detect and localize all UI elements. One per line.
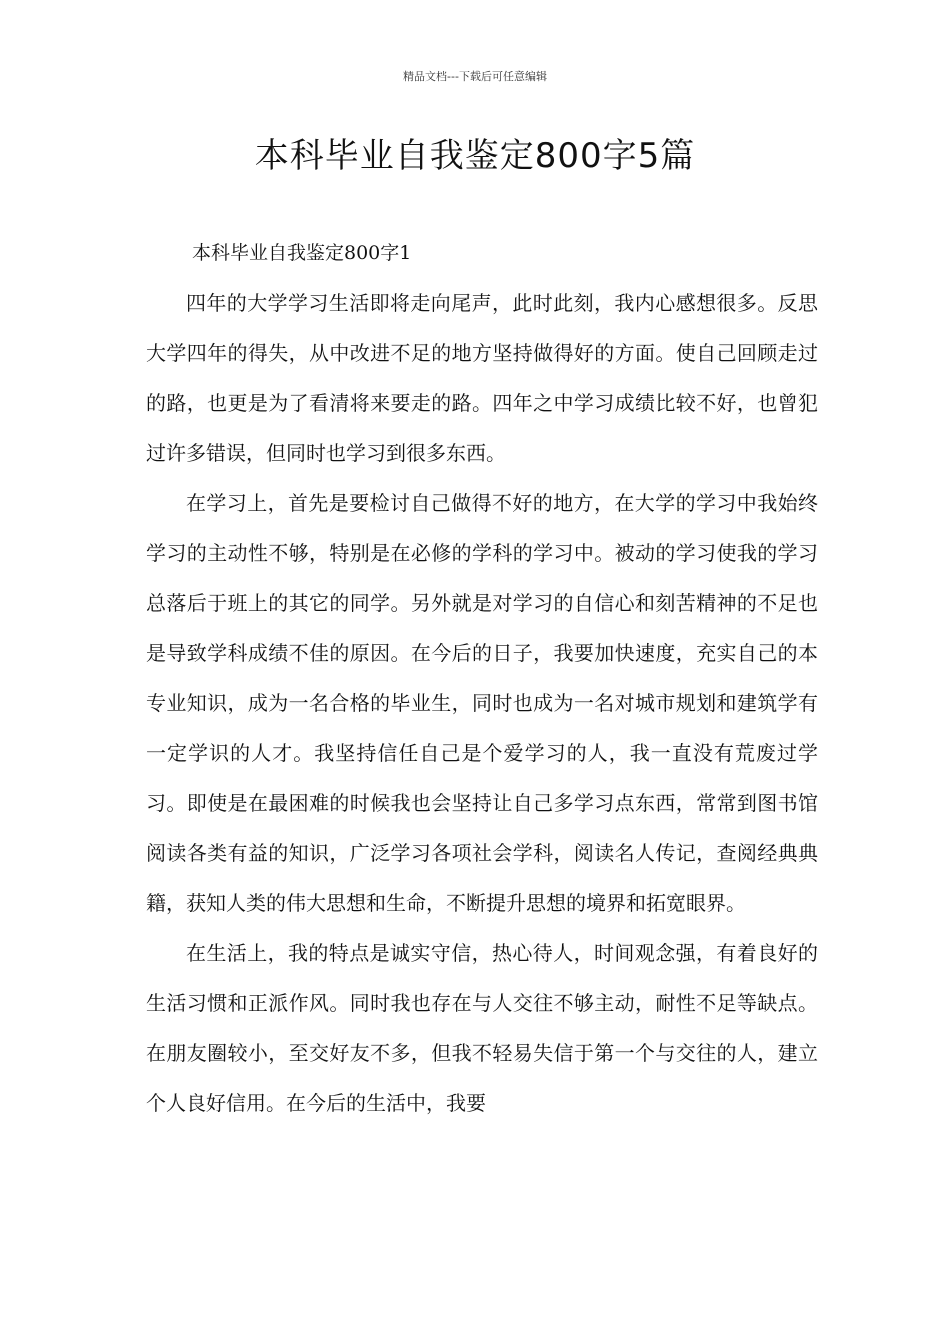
section-heading: 本科毕业自我鉴定800字1: [192, 242, 412, 264]
paragraph-1: 四年的大学学习生活即将走向尾声，此时此刻，我内心感想很多。反思大学四年的得失，从中改进不足的地方坚持做得好的方面。使自己回顾走过的路，也更是为了看清将来要走的路。四年之中学习成绩比较不好，也曾犯过许多错误，但同时也学习到很多东西。: [146, 291, 818, 465]
paragraph-3: 在生活上，我的特点是诚实守信，热心待人，时间观念强，有着良好的生活习惯和正派作风。同时我也存在与人交往不够主动，耐性不足等缺点。在朋友圈较小，至交好友不多，但我不轻易失信于第一个与交往的人，建立个人良好信用。在今后的生活中，我要: [146, 941, 818, 1115]
document-title: 本科毕业自我鉴定800字5篇: [254, 136, 696, 176]
paragraph-2: 在学习上，首先是要检讨自己做得不好的地方，在大学的学习中我始终学习的主动性不够，特别是在必修的学科的学习中。被动的学习使我的学习总落后于班上的其它的同学。另外就是对学习的自信心和刻苦精神的不足也是导致学科成绩不佳的原因。在今后的日子，我要加快速度，充实自己的本专业知识，成为一名合格的毕业生，同时也成为一名对城市规划和建筑学有一定学识的人才。我坚持信任自己是个爱学习的人，我一直没有荒废过学习。即使是在最困难的时候我也会坚持让自己多学习点东西，常常到图书馆阅读各类有益的知识，广泛学习各项社会学科，阅读名人传记，查阅经典典籍，获知人类的伟大思想和生命，不断提升思想的境界和拓宽眼界。: [146, 491, 818, 915]
header-note: 精品文档---下载后可任意编辑: [403, 70, 547, 83]
body-text: [146, 278, 818, 1128]
